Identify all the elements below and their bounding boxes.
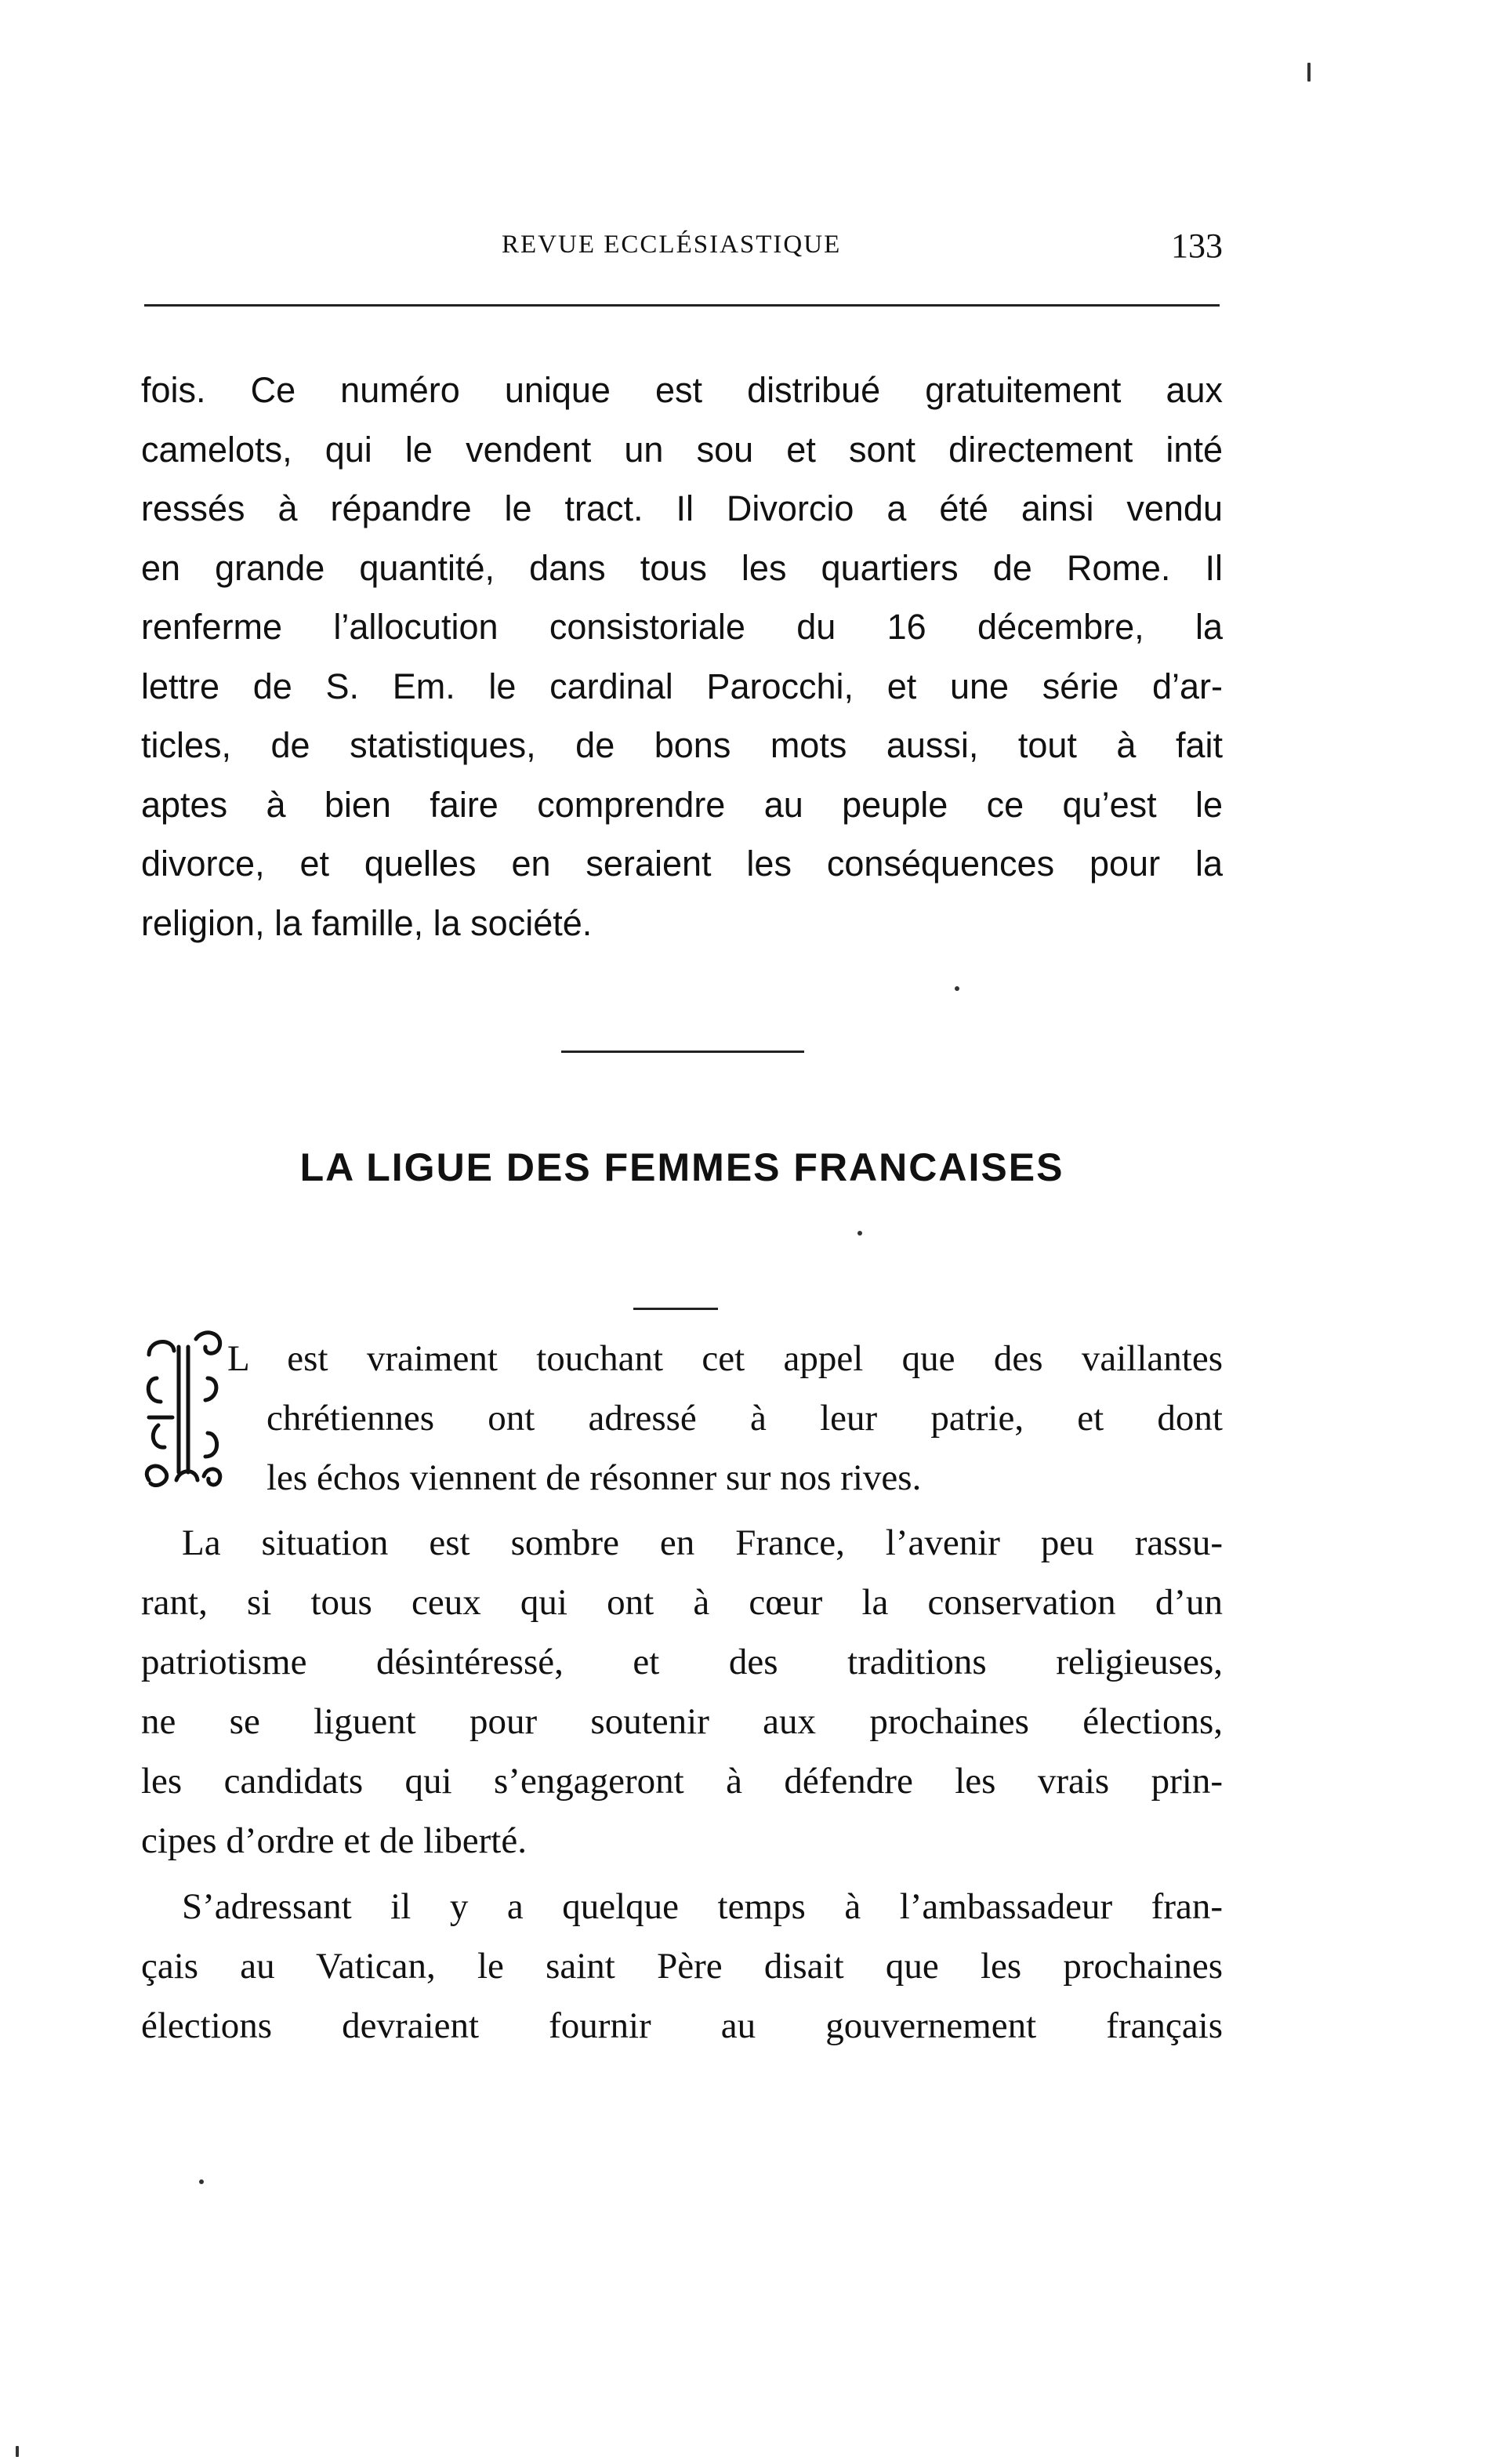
text-line: ticles, de statistiques, de bons mots aussi, tout à fait (141, 725, 1223, 765)
page-number: 133 (1171, 227, 1223, 265)
margin-mark (1307, 63, 1311, 82)
text-line: patriotisme désintéressé, et des traditions religieuses, (141, 1642, 1223, 1682)
text-line: lettre de S. Em. le cardinal Parocchi, et une série d’ar- (141, 666, 1223, 706)
title-underline-rule (633, 1308, 718, 1310)
text-line: chrétiennes ont adressé à leur patrie, et dont (266, 1398, 1223, 1439)
paragraph (141, 1513, 1223, 1871)
running-title: REVUE ECCLÉSIASTIQUE (502, 230, 842, 259)
header-rule (144, 304, 1220, 307)
paragraph (141, 1877, 1223, 2056)
text-line: renferme l’allocution consistoriale du 16 décembre, la (141, 607, 1223, 647)
print-speck (955, 986, 959, 991)
text-line: L est vraiment touchant cet appel que des vaillantes (227, 1338, 1223, 1379)
text-line: religion, la famille, la société. (141, 902, 593, 943)
text-line: camelots, qui le vendent un sou et sont directement inté (141, 429, 1223, 470)
margin-mark (16, 2446, 19, 2457)
text-line: rant, si tous ceux qui ont à cœur la conservation d’un (141, 1582, 1223, 1623)
paragraph-opening (141, 1329, 1223, 1508)
text-line: élections devraient fournir au gouvernement français (141, 2005, 1223, 2046)
section-title: LA LIGUE DES FEMMES FRANCAISES (299, 1145, 1064, 1189)
text-line: fois. Ce numéro unique est distribué gratuitement aux (141, 370, 1223, 410)
text-line: aptes à bien faire comprendre au peuple ce qu’est le (141, 784, 1223, 825)
text-line: cipes d’ordre et de liberté. (141, 1820, 527, 1861)
running-head (141, 226, 1223, 273)
text-line: çais au Vatican, le saint Père disait que les prochaines (141, 1946, 1223, 1987)
text-line: ne se liguent pour soutenir aux prochaines élections, (141, 1701, 1223, 1742)
text-line: les échos viennent de résonner sur nos rives. (266, 1457, 922, 1498)
paragraph-continued (141, 361, 1223, 953)
text-line: en grande quantité, dans tous les quartiers de Rome. Il (141, 547, 1223, 588)
section-separator-rule (561, 1051, 804, 1053)
text-line: S’adressant il y a quelque temps à l’ambassadeur fran- (182, 1886, 1223, 1927)
text-line: ressés à répandre le tract. Il Divorcio a été ainsi vendu (141, 488, 1223, 528)
text-line: les candidats qui s’engageront à défendre les vrais prin- (141, 1761, 1223, 1802)
text-line: divorce, et quelles en seraient les conséquences pour la (141, 844, 1223, 884)
print-speck (857, 1231, 862, 1236)
print-speck (199, 2179, 204, 2184)
text-line: La situation est sombre en France, l’avenir peu rassu- (182, 1522, 1223, 1563)
